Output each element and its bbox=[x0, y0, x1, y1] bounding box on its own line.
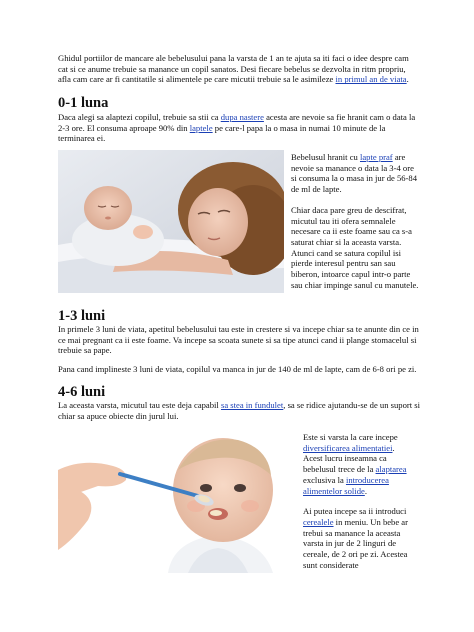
side-paragraph-diversificare: Este si varsta la care incepe diversificarea alimentatiei. Acest lucru inseamna ca bebelusul trece de la alaptarea exclusiva la introducerea alimentelor solide. bbox=[303, 432, 407, 496]
baby-eating-from-spoon-photo bbox=[58, 430, 294, 573]
section3-paragraph: La aceasta varsta, micutul tau este deja capabil sa stea in fundulet, sa se ridice ajutandu-se de un suport si chiar sa apuce obiecte din jurul lui. bbox=[58, 400, 421, 421]
link-lapte-praf[interactable]: lapte praf bbox=[359, 152, 393, 162]
heading-4-6-luni: 4-6 luni bbox=[58, 384, 106, 400]
link-laptele[interactable]: laptele bbox=[189, 122, 213, 133]
link-sa-stea-in-fundulet[interactable]: sa stea in fundulet bbox=[220, 400, 284, 410]
heading-0-1-luna: 0-1 luna bbox=[58, 95, 109, 111]
link-dupa-nastere[interactable]: dupa nastere bbox=[220, 112, 264, 122]
section1-side-column bbox=[291, 152, 421, 290]
section2-paragraph-2: Pana cand implineste 3 luni de viata, copilul va manca in jur de 140 de ml de lapte, cam de 6-8 ori pe zi. bbox=[58, 364, 417, 374]
side-paragraph-cereale: Ai putea incepe sa ii introduci cerealele in meniu. Un bebe ar trebui sa manance la aceasta varsta in jur de 2 linguri de cereale, de 2 ori pe zi. Acestea sunt considerate bbox=[303, 506, 408, 570]
link-diversificarea-alimentatiei[interactable]: diversificarea alimentatiei bbox=[303, 442, 393, 453]
link-cerealele[interactable]: cerealele bbox=[303, 516, 334, 527]
link-alaptarea[interactable]: alaptarea bbox=[375, 464, 407, 475]
baby-eating-illustration bbox=[58, 430, 294, 573]
intro-paragraph: Ghidul portiilor de mancare ale bebelusului pana la varsta de 1 an te ajuta sa iti faci o idee despre cam cat si ce anume trebuie sa manance un copil sanatos. Desi fiecare bebelus se dezvolta in ritm propriu, afla cam care ar fi cantitatile si alimentele pe care micutii trebuie sa le asimileze in primul an de viata. bbox=[58, 53, 409, 85]
section3-side-column bbox=[303, 432, 415, 570]
mother-with-newborn-photo bbox=[58, 150, 284, 293]
mother-with-newborn-illustration bbox=[58, 150, 284, 293]
side-paragraph-semnale: Chiar daca pare greu de descifrat, micutul tau iti ofera semnalele necesare ca ii este foame sau ca s-a saturat chiar si la aceasta varsta. Atunci cand se satura copilul isi pierde interesul pentru san sau biberon, intoarce capul intr-o parte sau chiar impinge sanul cu manutele. bbox=[291, 204, 419, 290]
side-paragraph-lapte-praf: Bebelusul hranit cu lapte praf are nevoie sa manance o data la 3-4 ore si consuma la o masa in jur de 56-84 de ml de lapte. bbox=[291, 152, 418, 195]
link-introducerea-alimentelor-solide[interactable]: introducerea alimentelor solide bbox=[303, 474, 389, 496]
section2-paragraph-1: In primele 3 luni de viata, apetitul bebelusului tau este in crestere si va incepe chiar sa te anunte din ce in ce mai pregnant ca ii este foame. Va incepe sa scoata sunete si sa tipe atunci cand ii plange stomacelul si trebuie sa pape. bbox=[58, 324, 419, 356]
heading-1-3-luni: 1-3 luni bbox=[58, 308, 106, 324]
section1-paragraph: Daca alegi sa alaptezi copilul, trebuie sa stii ca dupa nastere acesta are nevoie sa fie hranit cam o data la 2-3 ore. El consuma aproape 90% din laptele pe care-l papa la o masa in numai 10 minute de la terminarea ei. bbox=[58, 112, 416, 144]
link-in-primul-an[interactable]: in primul an de viata bbox=[335, 74, 407, 85]
